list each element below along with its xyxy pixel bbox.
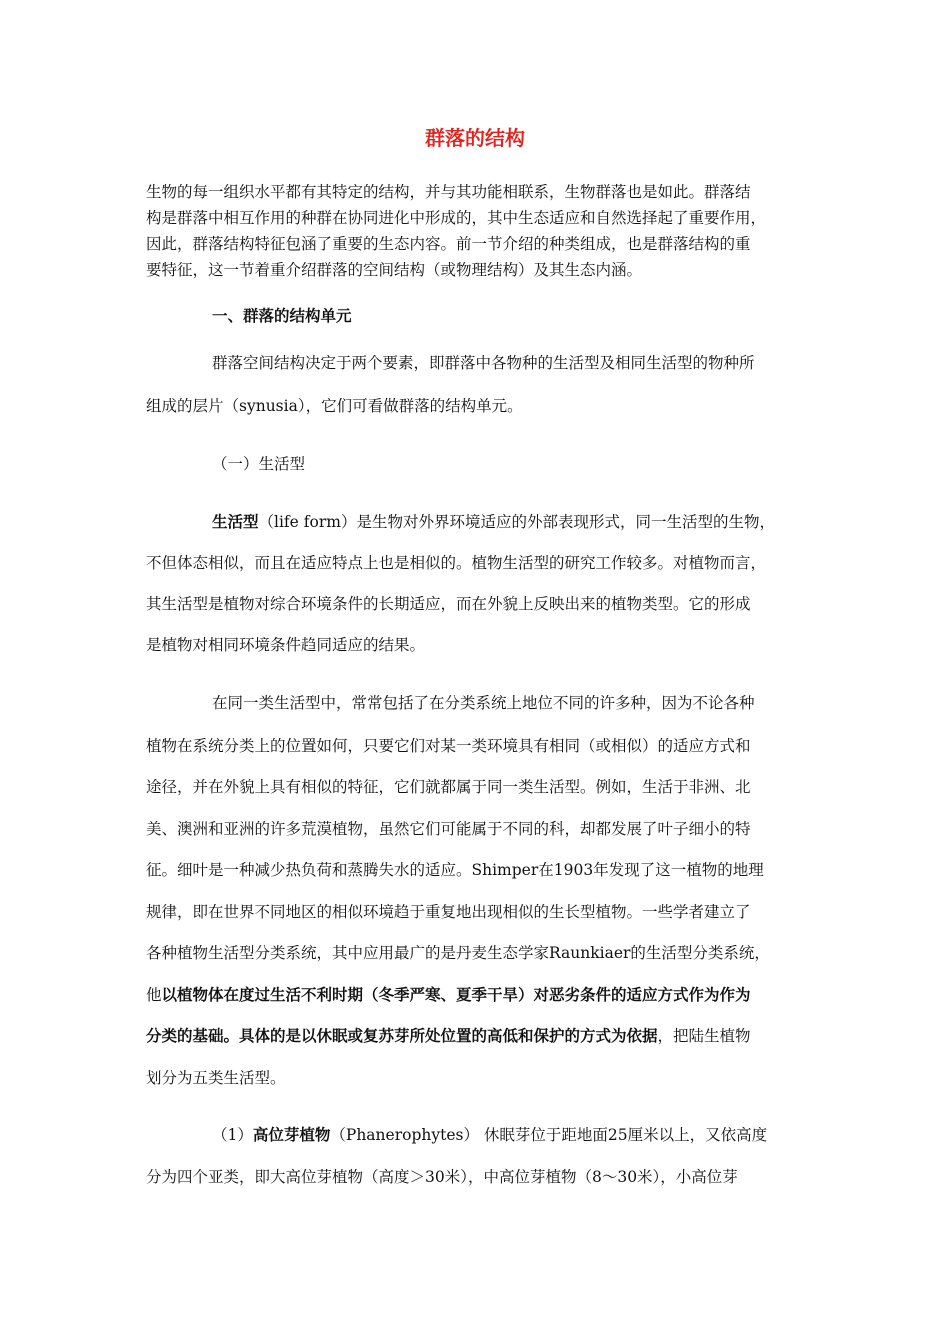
- para4-line-6: 规律，即在世界不同地区的相似环境趋于重复地出现相似的生长型植物。一些学者建立了: [146, 903, 751, 921]
- para4-line-1: 在同一类生活型中，常常包括了在分类系统上地位不同的许多种，因为不论各种: [212, 694, 755, 712]
- para3-line-2: 不但体态相似，而且在适应特点上也是相似的。植物生活型的研究工作较多。对植物而言，: [146, 554, 767, 572]
- para3-line-1: [212, 511, 812, 533]
- para2-line-2: 组成的层片（synusia），它们可看做群落的结构单元。: [146, 397, 523, 415]
- term-phanerophytes: 高位芽植物: [252, 1125, 331, 1144]
- term-life-form: 生活型: [212, 512, 259, 531]
- intro-line-1: 生物的每一组织水平都有其特定的结构，并与其功能相联系，生物群落也是如此。群落结: [146, 183, 751, 201]
- para3-line-1-rest: （life form）是生物对外界环境适应的外部表现形式，同一生活型的生物，: [258, 513, 775, 531]
- para4-line-5: 征。细叶是一种减少热负荷和蒸腾失水的适应。Shimper在1903年发现了这一植物的地理: [146, 861, 764, 879]
- para3-line-4: 是植物对相同环境条件趋同适应的结果。: [146, 636, 426, 654]
- para3-line-3: 其生活型是植物对综合环境条件的长期适应，而在外貌上反映出来的植物类型。它的形成: [146, 595, 751, 613]
- intro-line-3: 因此，群落结构特征包涵了重要的生态内容。前一节介绍的种类组成，也是群落结构的重: [146, 235, 751, 253]
- para4-line-4: 美、澳洲和亚洲的许多荒漠植物，虽然它们可能属于不同的科，却都发展了叶子细小的特: [146, 820, 751, 838]
- para5-line-1: [212, 1124, 812, 1146]
- section-heading: 一、群落的结构单元: [212, 306, 352, 325]
- para4-line-10: 划分为五类生活型。: [146, 1069, 286, 1087]
- para5-line-1-rest: （Phanerophytes） 休眠芽位于距地面25厘米以上，又依高度: [330, 1126, 768, 1144]
- para4-line-8: [146, 984, 810, 1006]
- para5-prefix: （1）: [212, 1126, 253, 1144]
- para4-line-3: 途径，并在外貌上具有相似的特征，它们就都属于同一类生活型。例如，生活于非洲、北: [146, 778, 751, 796]
- para4-line-9-bold: 分类的基础。具体的是以休眠或复苏芽所处位置的高低和保护的方式为依据: [146, 1026, 658, 1045]
- para4-line-8-normal: 他: [146, 986, 162, 1004]
- page-title: 群落的结构: [425, 126, 525, 150]
- para2-line-1: 群落空间结构决定于两个要素，即群落中各物种的生活型及相同生活型的物种所: [212, 354, 755, 372]
- para4-line-8-bold: 以植物体在度过生活不利时期（冬季严寒、夏季干旱）对恶劣条件的适应方式作为作为: [161, 985, 751, 1004]
- intro-line-4: 要特征，这一节着重介绍群落的空间结构（或物理结构）及其生态内涵。: [146, 261, 643, 279]
- intro-line-2: 构是群落中相互作用的种群在协同进化中形成的，其中生态适应和自然选择起了重要作用，: [146, 209, 767, 227]
- para4-line-9: [146, 1025, 810, 1047]
- para4-line-2: 植物在系统分类上的位置如何，只要它们对某一类环境具有相同（或相似）的适应方式和: [146, 737, 751, 755]
- para5-line-2: 分为四个亚类，即大高位芽植物（高度＞30米），中高位芽植物（8～30米），小高位芽: [146, 1168, 738, 1186]
- para4-line-9-normal: ，把陆生植物: [657, 1027, 751, 1045]
- subsection-heading: （一）生活型: [212, 455, 306, 473]
- para4-line-7: 各种植物生活型分类系统，其中应用最广的是丹麦生态学家Raunkiaer的生活型分类系统，: [146, 944, 770, 962]
